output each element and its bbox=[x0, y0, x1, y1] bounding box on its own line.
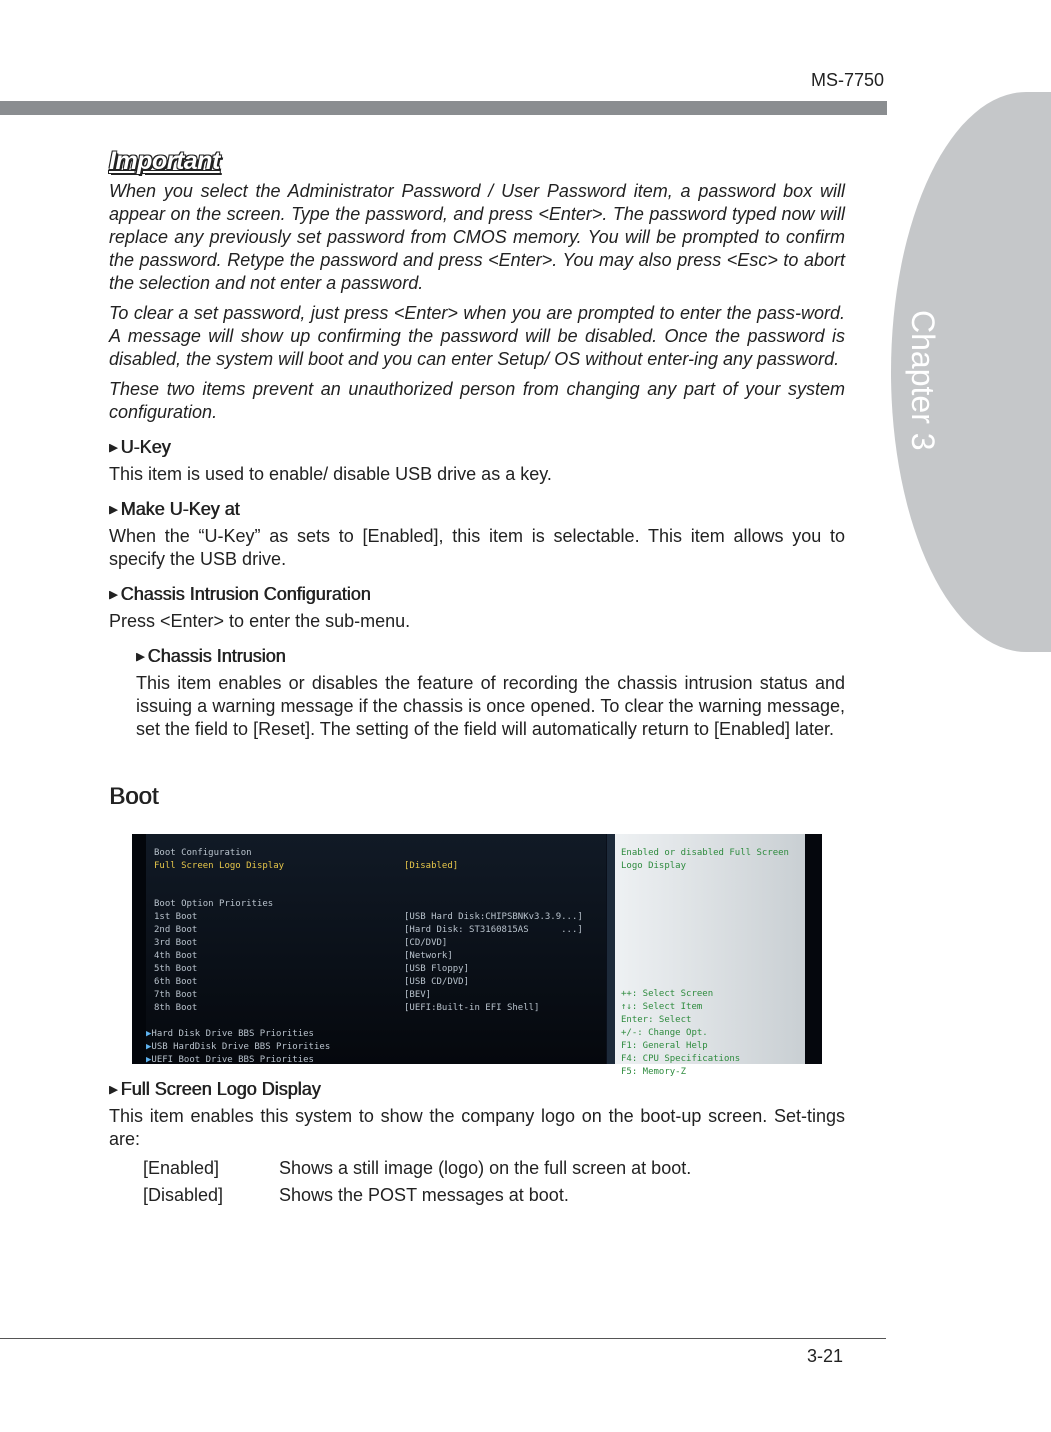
bios-key-hint: ↑↓: Select Item bbox=[621, 1002, 703, 1012]
subitem-description: This item enables or disables the feature of recording the chassis intrusion status and issuing a warning message if the chassis is once opened. To clear the warning message, set the field to [Reset]. The setting of the field will automatically return to [Enabled] later. bbox=[136, 673, 845, 739]
bios-section-label: Boot Configuration bbox=[154, 848, 252, 858]
item-description: This item is used to enable/ disable USB drive as a key. bbox=[109, 464, 552, 484]
bios-submenu-row: ▶Hard Disk Drive BBS Priorities bbox=[146, 1029, 314, 1039]
item-description: When the “U-Key” as sets to [Enabled], this item is selectable. This item allows you to specify the USB drive. bbox=[109, 526, 845, 569]
submenu-arrow-icon: ▶ bbox=[146, 1029, 152, 1039]
bios-boot-row: 4th Boot [Network] bbox=[154, 951, 453, 961]
bios-boot-row: 5th Boot [USB Floppy] bbox=[154, 964, 470, 974]
submenu-arrow-icon: ▶ bbox=[146, 1055, 152, 1065]
page-content bbox=[109, 147, 845, 1209]
important-title: Important bbox=[109, 147, 220, 175]
subitem-heading-chassis-intrusion: ▶ Chassis Intrusion bbox=[136, 646, 286, 666]
bios-section-label: Boot Option Priorities bbox=[154, 899, 274, 909]
item-heading-u-key: ▶ U-Key bbox=[109, 437, 171, 457]
bios-right-edge bbox=[805, 834, 822, 1064]
important-paragraph: These two items prevent an unauthorized person from changing any part of your system configuration. bbox=[109, 379, 845, 422]
bios-help-text: Logo Display bbox=[621, 861, 687, 871]
page-number: 3-21 bbox=[807, 1346, 844, 1366]
setting-row: [Disabled] Shows the POST messages at boot. bbox=[143, 1185, 569, 1205]
item-description: This item enables this system to show the company logo on the boot-up screen. Set-tings are: bbox=[109, 1106, 845, 1149]
bios-key-hint: ++: Select Screen bbox=[621, 989, 714, 999]
chapter-tab-label-wrap bbox=[905, 310, 945, 450]
footer-rule bbox=[0, 1338, 886, 1339]
bios-boot-row: 1st Boot [USB Hard Disk:CHIPSBNKv3.3.9...] bbox=[154, 912, 583, 922]
bios-menu-panel bbox=[146, 834, 606, 1064]
important-paragraph: To clear a set password, just press <Enter> when you are prompted to enter the pass-word. A message will show up confirming the password will be disabled. Once the password is disabled, the system will boot and you can enter Setup/ OS without enter-ing any password. bbox=[109, 303, 845, 369]
bios-key-hint: Enter: Select bbox=[621, 1015, 692, 1025]
bios-key-hint: +/-: Change Opt. bbox=[621, 1028, 708, 1038]
important-paragraph: When you select the Administrator Password / User Password item, a password box will appear on the screen. Type the password, and press <Enter>. The password typed now will replace any previously set password from CMOS memory. You will be prompted to confirm the password. Retype the password and press <Enter>. You may also press <Esc> to abort the selection and not enter a password. bbox=[109, 181, 845, 293]
model-number: MS-7750 bbox=[810, 70, 884, 90]
bios-left-edge bbox=[132, 834, 146, 1064]
bios-boot-row: 8th Boot [UEFI:Built-in EFI Shell] bbox=[154, 1003, 540, 1013]
section-heading-boot: Boot bbox=[109, 783, 159, 810]
bios-submenu-row: ▶UEFI Boot Drive BBS Priorities bbox=[146, 1055, 314, 1065]
bios-key-hint: F4: CPU Specifications bbox=[621, 1054, 741, 1064]
bios-submenu-row: ▶USB HardDisk Drive BBS Priorities bbox=[146, 1042, 331, 1052]
bios-divider bbox=[607, 834, 615, 1064]
bios-key-hint: F1: General Help bbox=[621, 1041, 708, 1051]
bios-boot-row: 7th Boot [BEV] bbox=[154, 990, 432, 1000]
bios-help-text: Enabled or disabled Full Screen bbox=[621, 848, 789, 858]
setting-row: [Enabled] Shows a still image (logo) on the full screen at boot. bbox=[143, 1158, 692, 1178]
item-heading-chassis-intrusion-configuration: ▶ Chassis Intrusion Configuration bbox=[109, 584, 371, 604]
bios-screenshot bbox=[132, 834, 822, 1077]
bios-selected-row: Full Screen Logo Display [Disabled] bbox=[154, 861, 459, 871]
header-bar bbox=[0, 101, 887, 115]
bios-boot-row: 6th Boot [USB CD/DVD] bbox=[154, 977, 470, 987]
chapter-tab-label: Chapter 3 bbox=[905, 310, 941, 451]
settings-list bbox=[109, 1155, 845, 1209]
bios-help-panel bbox=[615, 834, 805, 1077]
bios-key-hint: F5: Memory-Z bbox=[621, 1067, 687, 1077]
bios-boot-row: 3rd Boot [CD/DVD] bbox=[154, 938, 448, 948]
bios-boot-row: 2nd Boot [Hard Disk: ST3160815AS ...] bbox=[154, 925, 583, 935]
item-description: Press <Enter> to enter the sub-menu. bbox=[109, 611, 411, 631]
item-heading-full-screen-logo-display: ▶ Full Screen Logo Display bbox=[109, 1079, 321, 1099]
submenu-arrow-icon: ▶ bbox=[146, 1042, 152, 1052]
item-heading-make-u-key-at: ▶ Make U-Key at bbox=[109, 499, 240, 519]
